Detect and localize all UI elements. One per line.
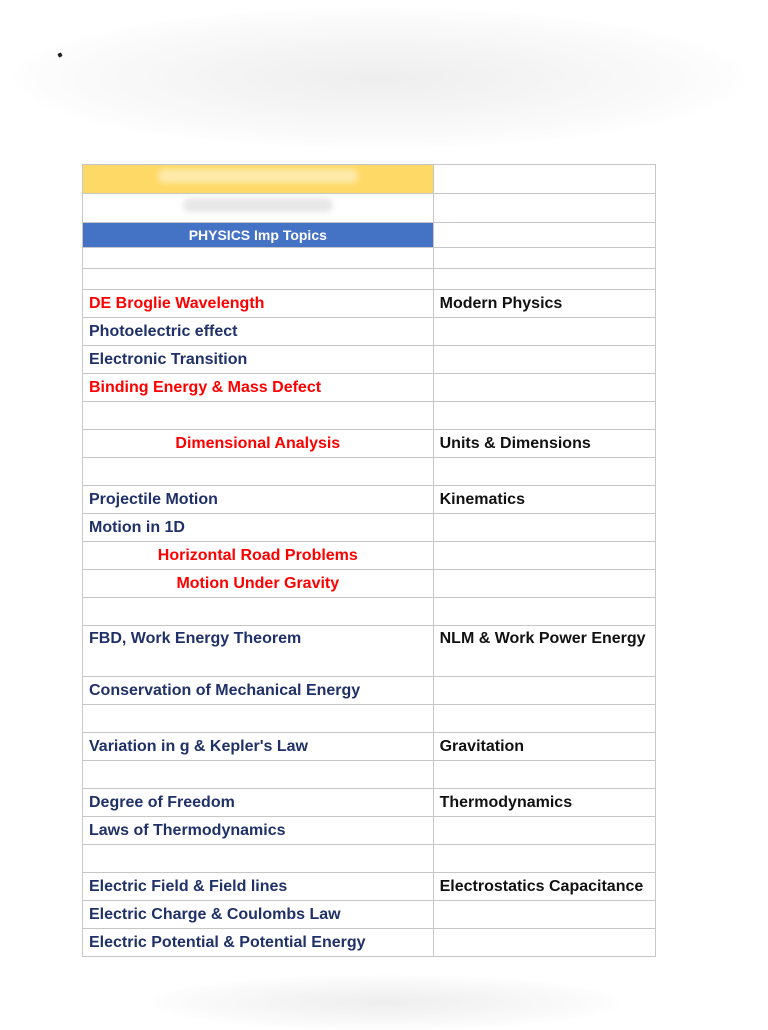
table-cell	[433, 402, 655, 430]
topic-cell: Dimensional Analysis	[83, 430, 434, 458]
table-row	[83, 901, 656, 929]
topic-cell: Motion in 1D	[83, 514, 434, 542]
table-row	[83, 789, 656, 817]
chapter-cell	[433, 514, 655, 542]
chapter-cell	[433, 929, 655, 957]
topic-cell: Horizontal Road Problems	[83, 542, 434, 570]
topic-cell: Electronic Transition	[83, 346, 434, 374]
chapter-cell: Modern Physics	[433, 290, 655, 318]
table-row	[83, 677, 656, 705]
table-cell	[83, 598, 434, 626]
table-row	[83, 570, 656, 598]
table-row	[83, 733, 656, 761]
topic-cell: Conservation of Mechanical Energy	[83, 677, 434, 705]
chapter-cell	[433, 901, 655, 929]
chapter-cell	[433, 542, 655, 570]
table-cell	[83, 458, 434, 486]
topic-cell: DE Broglie Wavelength	[83, 290, 434, 318]
table-row	[83, 458, 656, 486]
table-heading: PHYSICS Imp Topics	[83, 223, 434, 248]
topic-cell: Electric Charge & Coulombs Law	[83, 901, 434, 929]
redaction-blur	[158, 169, 358, 183]
topic-cell: Projectile Motion	[83, 486, 434, 514]
table-cell	[433, 223, 655, 248]
table-cell	[83, 705, 434, 733]
table-cell	[83, 845, 434, 873]
table-row	[83, 486, 656, 514]
table-cell	[433, 165, 655, 194]
table-row	[83, 873, 656, 901]
redaction-blur	[183, 198, 333, 212]
chapter-cell	[433, 817, 655, 845]
table-row	[83, 626, 656, 677]
chapter-cell	[433, 374, 655, 402]
table-row	[83, 929, 656, 957]
chapter-cell: Thermodynamics	[433, 789, 655, 817]
topic-cell: Photoelectric effect	[83, 318, 434, 346]
chapter-cell	[433, 677, 655, 705]
chapter-cell	[433, 318, 655, 346]
table-row	[83, 248, 656, 269]
topic-cell: Motion Under Gravity	[83, 570, 434, 598]
topic-cell: Degree of Freedom	[83, 789, 434, 817]
redacted-footer	[150, 975, 620, 1030]
chapter-cell: Gravitation	[433, 733, 655, 761]
topic-cell: Variation in g & Kepler's Law	[83, 733, 434, 761]
redacted-cell	[83, 194, 434, 223]
table-cell	[83, 248, 434, 269]
table-cell	[433, 705, 655, 733]
table-cell	[433, 269, 655, 290]
table-cell	[83, 761, 434, 789]
table-row	[83, 374, 656, 402]
topic-cell: FBD, Work Energy Theorem	[83, 626, 434, 677]
table-row	[83, 346, 656, 374]
table-cell	[83, 402, 434, 430]
table-cell	[433, 458, 655, 486]
table-cell	[433, 248, 655, 269]
table-row	[83, 761, 656, 789]
table-cell	[433, 845, 655, 873]
table-cell	[433, 761, 655, 789]
chapter-cell: Electrostatics Capacitance	[433, 873, 655, 901]
chapter-cell: NLM & Work Power Energy	[433, 626, 655, 677]
table-row	[83, 194, 656, 223]
table-row	[83, 223, 656, 248]
table-row	[83, 598, 656, 626]
table-row	[83, 705, 656, 733]
topic-cell: Laws of Thermodynamics	[83, 817, 434, 845]
topics-table	[82, 164, 656, 957]
table-row	[83, 845, 656, 873]
table-row	[83, 817, 656, 845]
table-row	[83, 514, 656, 542]
table-row	[83, 430, 656, 458]
table-row	[83, 269, 656, 290]
chapter-cell: Units & Dimensions	[433, 430, 655, 458]
topic-cell: Binding Energy & Mass Defect	[83, 374, 434, 402]
table-row	[83, 402, 656, 430]
table-cell	[433, 598, 655, 626]
redacted-watermark	[14, 8, 744, 148]
table-row	[83, 542, 656, 570]
chapter-cell: Kinematics	[433, 486, 655, 514]
topic-cell: Electric Field & Field lines	[83, 873, 434, 901]
chapter-cell	[433, 570, 655, 598]
topic-cell: Electric Potential & Potential Energy	[83, 929, 434, 957]
chapter-cell	[433, 346, 655, 374]
table-row	[83, 290, 656, 318]
table-row	[83, 318, 656, 346]
redacted-cell	[83, 165, 434, 194]
table-row	[83, 165, 656, 194]
table-cell	[83, 269, 434, 290]
table-cell	[433, 194, 655, 223]
